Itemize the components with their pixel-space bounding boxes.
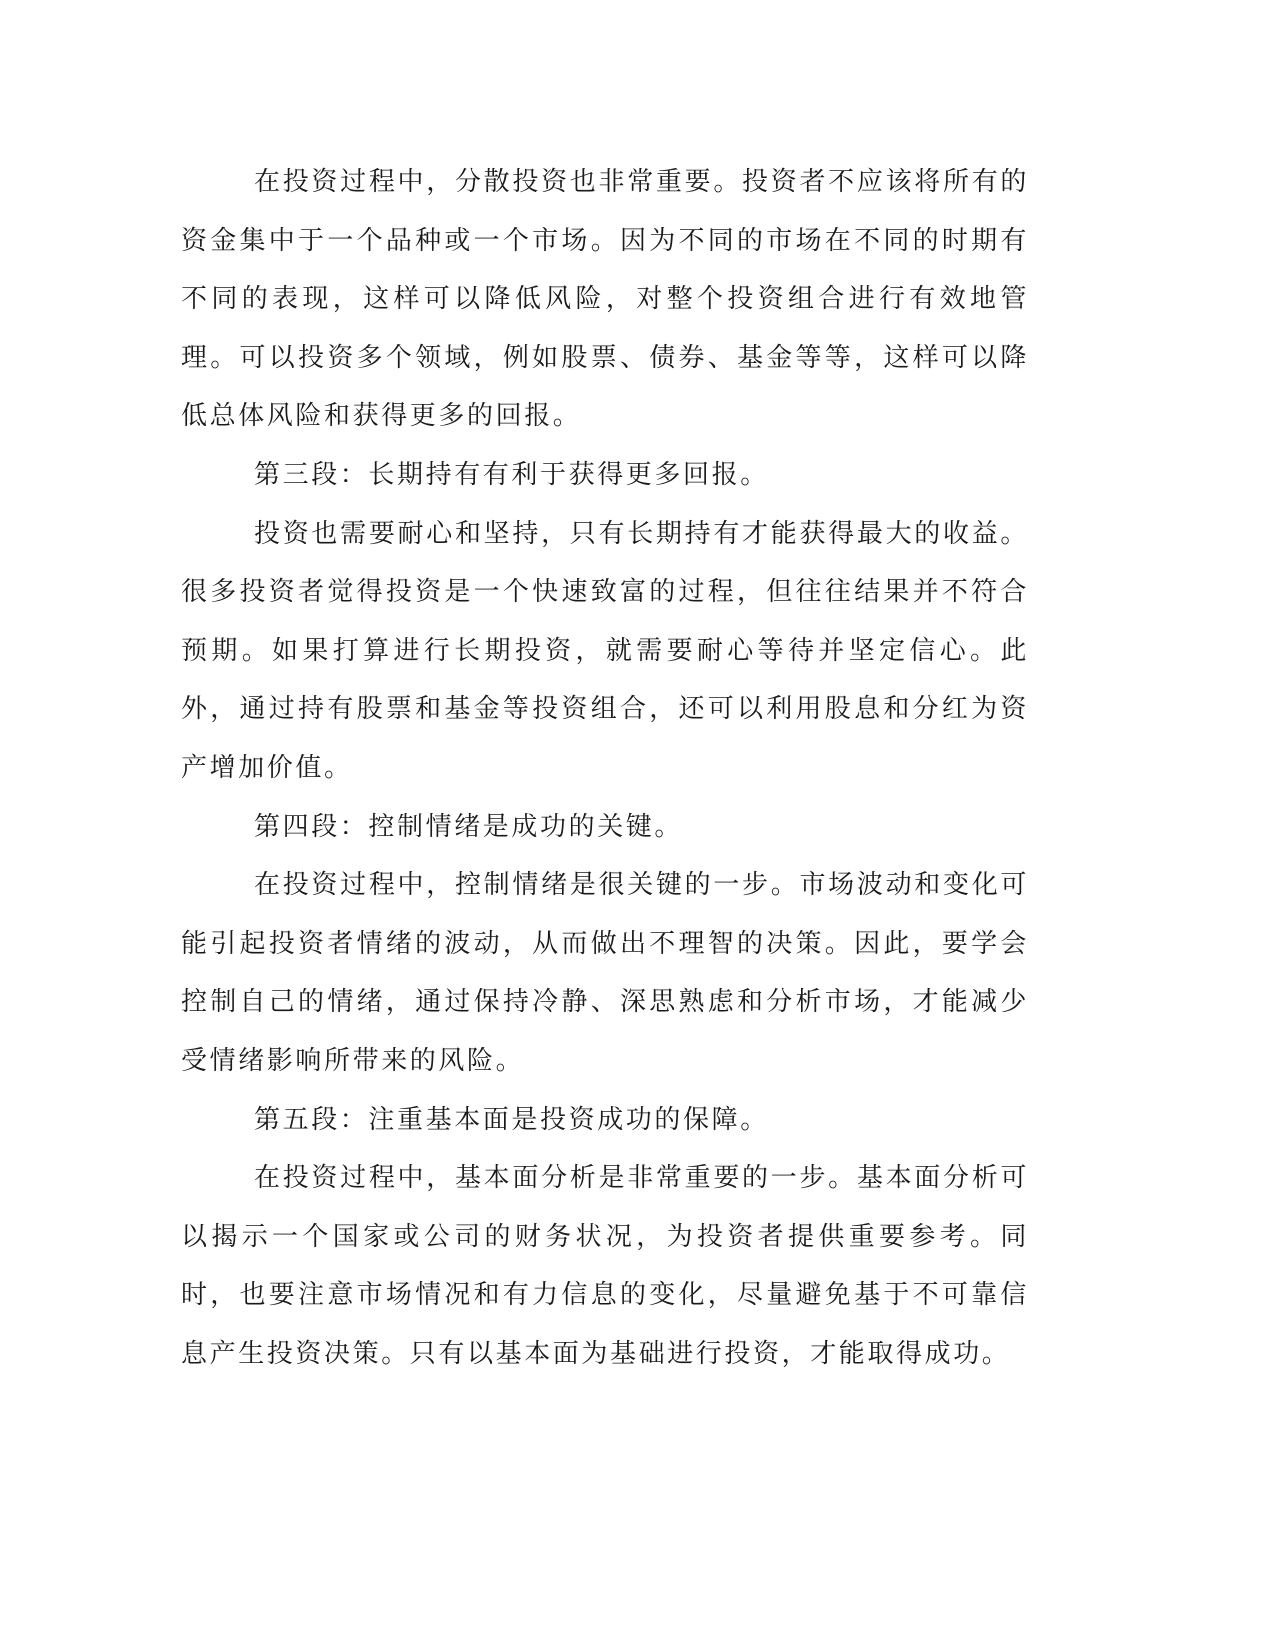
section-heading-5: 第五段：注重基本面是投资成功的保障。 — [254, 1104, 769, 1135]
section-heading-3: 第三段：长期持有有利于获得更多回报。 — [254, 459, 769, 490]
document-body — [181, 153, 1029, 1383]
paragraph-long-term: 投资也需要耐心和坚持，只有长期持有才能获得最大的收益。很多投资者觉得投资是一个快速致富的过程，但往往结果并不符合预期。如果打算进行长期投资，就需要耐心等待并坚定信心。此外，通过持有股票和基金等投资组合，还可以利用股息和分红为资产增加价值。 — [181, 518, 1029, 783]
paragraph-fundamentals: 在投资过程中，基本面分析是非常重要的一步。基本面分析可以揭示一个国家或公司的财务状况，为投资者提供重要参考。同时，也要注意市场情况和有力信息的变化，尽量避免基于不可靠信息产生投资决策。只有以基本面为基础进行投资，才能取得成功。 — [181, 1163, 1029, 1369]
paragraph-diversification: 在投资过程中，分散投资也非常重要。投资者不应该将所有的资金集中于一个品种或一个市场。因为不同的市场在不同的时期有不同的表现，这样可以降低风险，对整个投资组合进行有效地管理。可以投资多个领域，例如股票、债券、基金等等，这样可以降低总体风险和获得更多的回报。 — [181, 167, 1029, 432]
section-heading-4: 第四段：控制情绪是成功的关键。 — [254, 811, 684, 842]
paragraph-emotion: 在投资过程中，控制情绪是很关键的一步。市场波动和变化可能引起投资者情绪的波动，从而做出不理智的决策。因此，要学会控制自己的情绪，通过保持冷静、深思熟虑和分析市场，才能减少受情绪影响所带来的风险。 — [181, 870, 1029, 1076]
